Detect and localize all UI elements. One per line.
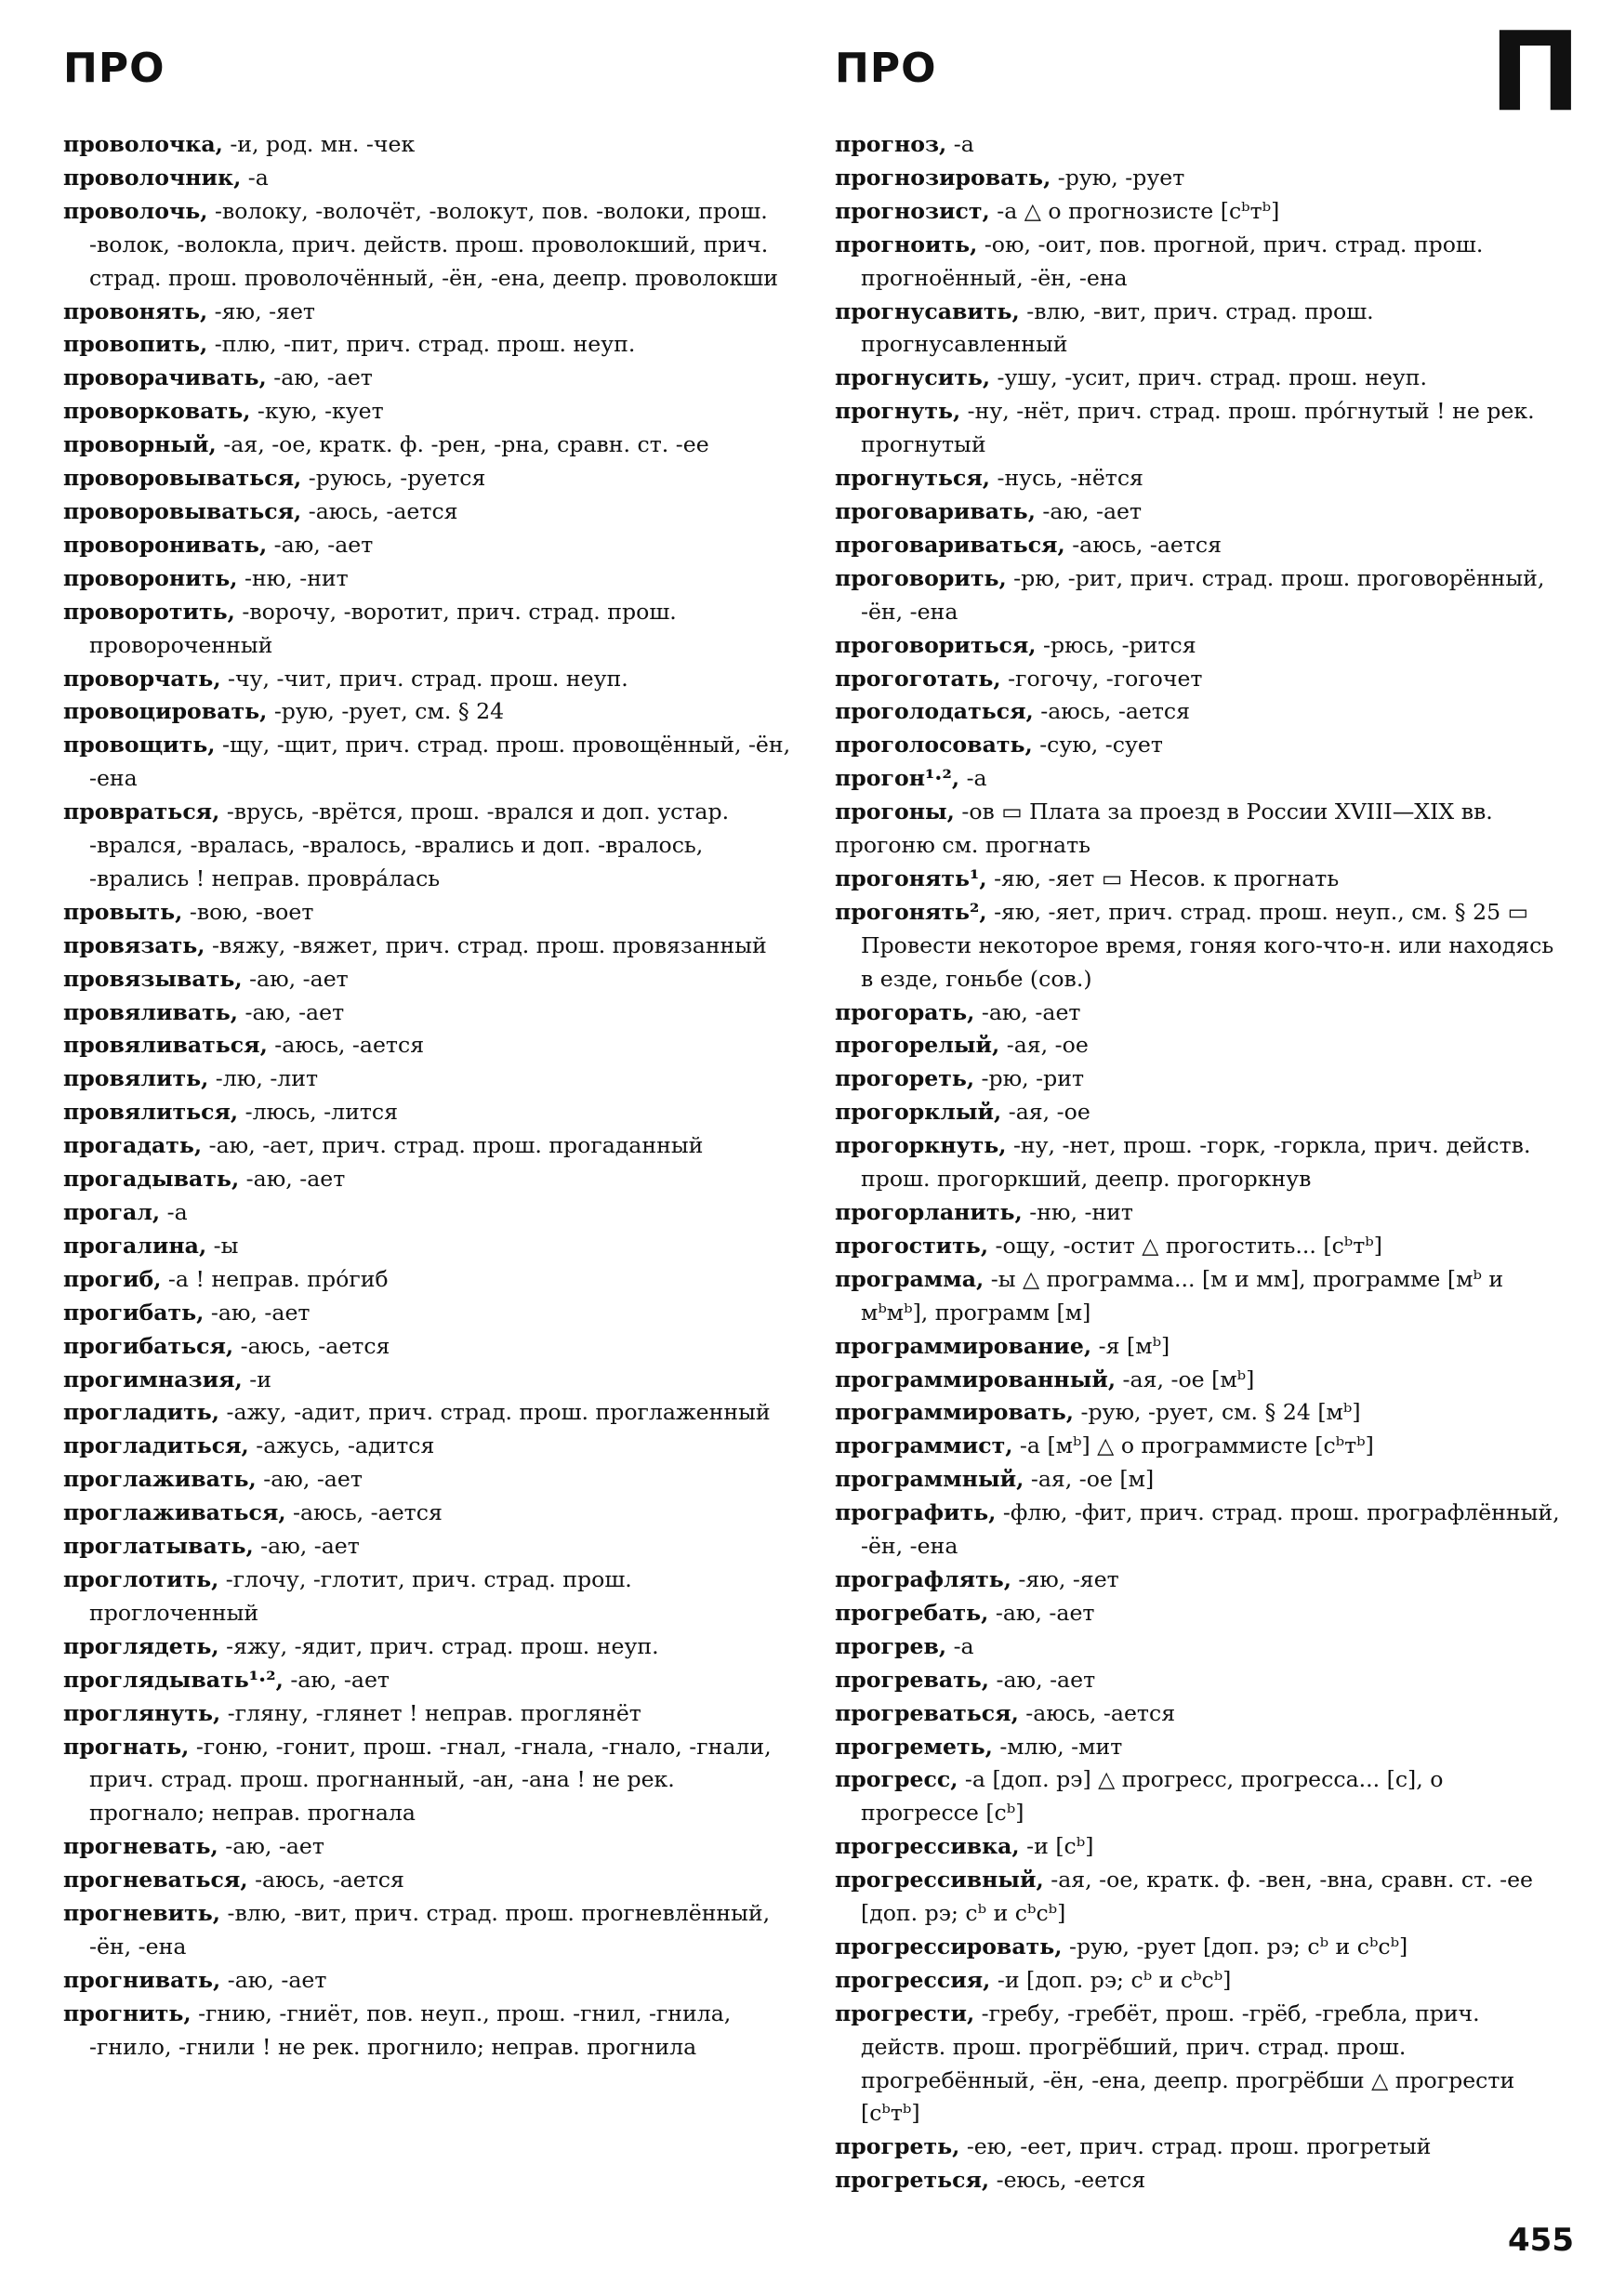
dictionary-entry bbox=[63, 1697, 792, 1731]
entry-headword: проволочник, bbox=[63, 164, 242, 191]
dictionary-entry bbox=[63, 1497, 792, 1530]
entry-headword: провоцировать, bbox=[63, 698, 268, 725]
entry-body: -ая, -ое [мᵇ] bbox=[1116, 1366, 1255, 1392]
entry-headword: проворовываться, bbox=[63, 465, 302, 492]
left-column bbox=[63, 128, 792, 2065]
entry-body: -ушу, -усит, прич. страд. прош. неуп. bbox=[990, 364, 1427, 391]
entry-body: -млю, -мит bbox=[992, 1733, 1123, 1760]
entry-body: -гоню, -гонит, прош. -гнал, -гнала, -гнало, -гнали, прич. страд. прош. прогнанный, -ан, -ана ! не рек. прогнало; неправ. прогнала bbox=[89, 1733, 772, 1827]
dictionary-entry bbox=[63, 495, 792, 529]
entry-headword: программный, bbox=[835, 1466, 1024, 1493]
dictionary-entry bbox=[63, 562, 792, 596]
entry-body: -яю, -яет bbox=[1011, 1565, 1119, 1592]
dictionary-entry bbox=[63, 1297, 792, 1330]
entry-headword: прогневать, bbox=[63, 1833, 218, 1860]
dictionary-entry bbox=[63, 1430, 792, 1463]
dictionary-entry bbox=[835, 1263, 1567, 1330]
entry-body: -сую, -сует bbox=[1032, 732, 1163, 759]
entry-body: -а ! неправ. прóгиб bbox=[161, 1265, 389, 1292]
entry-headword: прогоготать, bbox=[835, 665, 1001, 692]
entry-headword: проглаживаться, bbox=[63, 1499, 286, 1526]
dictionary-entry bbox=[835, 1096, 1567, 1129]
dictionary-entry bbox=[63, 1530, 792, 1564]
entry-headword: прогадать, bbox=[63, 1132, 203, 1159]
entry-body: -врусь, -врётся, прош. -врался и доп. устар. -врался, -вралась, -вралось, -врались и доп. -вралось, -врались ! неправ. проврáлась bbox=[89, 798, 730, 891]
dictionary-entry bbox=[63, 1463, 792, 1497]
entry-headword: программирование, bbox=[835, 1332, 1092, 1359]
entry-headword: провязывать, bbox=[63, 965, 243, 992]
dictionary-entry bbox=[835, 1664, 1567, 1697]
dictionary-entry bbox=[835, 1998, 1567, 2131]
entry-headword: прогреть, bbox=[835, 2133, 960, 2160]
entry-headword: проворачивать, bbox=[63, 364, 267, 391]
entry-body: -и bbox=[242, 1366, 271, 1392]
dictionary-entry bbox=[835, 1830, 1567, 1864]
entry-headword: прогреться, bbox=[835, 2167, 990, 2194]
entry-body: -вяжу, -вяжет, прич. страд. прош. провязанный bbox=[205, 931, 767, 958]
entry-headword: провыть, bbox=[63, 898, 183, 925]
entry-headword: прогорать, bbox=[835, 998, 975, 1025]
dictionary-entry bbox=[63, 1062, 792, 1096]
dictionary-entry bbox=[63, 195, 792, 296]
entry-headword: прогал, bbox=[63, 1199, 161, 1225]
entry-headword: проглядывать¹·², bbox=[63, 1666, 284, 1693]
entry-headword: прогимназия, bbox=[63, 1366, 243, 1392]
dictionary-entry bbox=[63, 1731, 792, 1831]
dictionary-entry bbox=[63, 362, 792, 395]
entry-body: -ворочу, -воротит, прич. страд. прош. проворoченный bbox=[89, 598, 677, 658]
entry-headword: провялиться, bbox=[63, 1099, 239, 1126]
entry-headword: прогладить, bbox=[63, 1399, 219, 1426]
dictionary-entry bbox=[835, 1763, 1567, 1830]
dictionary-entry bbox=[835, 729, 1567, 762]
running-head-left: ПРО bbox=[63, 45, 165, 92]
entry-headword: прогноз, bbox=[835, 131, 947, 157]
entry-headword: прогрессировать, bbox=[835, 1933, 1063, 1960]
dictionary-entry bbox=[835, 1330, 1567, 1364]
entry-body: -рую, -рует, см. § 24 [мᵇ] bbox=[1074, 1399, 1361, 1426]
dictionary-entry bbox=[63, 1364, 792, 1397]
entry-headword: прогрев, bbox=[835, 1632, 947, 1659]
entry-body: -гребу, -гребёт, прош. -грёб, -гребла, прич. действ. прош. прогрёбший, прич. страд. прош. прогребённый, -ён, -ена, деепр. прогрёбши △ прогрести [сᵇтᵇ] bbox=[861, 1999, 1515, 2127]
dictionary-entry bbox=[63, 1330, 792, 1364]
entry-headword: проглянуть, bbox=[63, 1699, 221, 1726]
entry-headword: проворотить, bbox=[63, 598, 235, 625]
entry-body: -рюсь, -рится bbox=[1036, 631, 1196, 658]
dictionary-entry bbox=[63, 395, 792, 429]
entry-body: -ню, -нит bbox=[1022, 1199, 1133, 1225]
entry-body: -гогочу, -гогочет bbox=[1000, 665, 1203, 692]
running-head-right: ПРО bbox=[835, 45, 937, 92]
entry-headword: прогалина, bbox=[63, 1232, 207, 1259]
entry-body: -а bbox=[160, 1199, 188, 1225]
entry-body: -аюсь, -ается bbox=[301, 497, 458, 524]
entry-body: -ая, -ое bbox=[999, 1032, 1089, 1059]
dictionary-entry bbox=[835, 2131, 1567, 2164]
dictionary-entry bbox=[835, 362, 1567, 395]
dictionary-entry bbox=[835, 1731, 1567, 1764]
entry-body: -нусь, -нётся bbox=[989, 465, 1143, 492]
entry-headword: прогневить, bbox=[63, 1900, 220, 1927]
entry-headword: проглатывать, bbox=[63, 1533, 254, 1560]
entry-body: -ощу, -остит △ прогостить... [сᵇтᵇ] bbox=[988, 1232, 1382, 1259]
entry-headword: прогнуться, bbox=[835, 465, 990, 492]
dictionary-entry bbox=[63, 1129, 792, 1163]
dictionary-entry bbox=[835, 863, 1567, 896]
entry-body: -плю, -пит, прич. страд. прош. неуп. bbox=[207, 331, 636, 358]
entry-body: -и, род. мн. -чек bbox=[222, 131, 416, 157]
entry-body: -а [доп. рэ] △ прогресс, прогресса... [с], о прогрессе [сᵇ] bbox=[861, 1766, 1444, 1827]
dictionary-entry bbox=[835, 1497, 1567, 1564]
entry-body: -а △ о прогнозисте [сᵇтᵇ] bbox=[989, 197, 1280, 224]
entry-body: -щу, -щит, прич. страд. прош. провощённый, -ён, -ена bbox=[89, 732, 791, 792]
entry-body: -гляну, -глянет ! неправ. проглянёт bbox=[220, 1699, 641, 1726]
dictionary-entry bbox=[835, 1129, 1567, 1196]
entry-headword: проворчать, bbox=[63, 665, 221, 692]
entry-body: -аюсь, -ается bbox=[1018, 1699, 1176, 1726]
entry-body: -ая, -ое, кратк. ф. -рен, -рна, сравн. ст. -ее bbox=[216, 431, 709, 458]
entry-headword: провяливать, bbox=[63, 998, 238, 1025]
entry-headword: провязать, bbox=[63, 931, 205, 958]
entry-body: -аю, -ает bbox=[256, 1466, 363, 1493]
dictionary-entry bbox=[63, 128, 792, 162]
dictionary-entry bbox=[63, 162, 792, 195]
entry-body: -рую, -рует [доп. рэ; сᵇ и сᵇсᵇ] bbox=[1062, 1933, 1408, 1960]
entry-body: -кую, -кует bbox=[250, 398, 384, 425]
dictionary-entry bbox=[63, 796, 792, 896]
dictionary-entry bbox=[63, 1864, 792, 1897]
dictionary-entry bbox=[835, 663, 1567, 696]
entry-headword: прогнуть, bbox=[835, 398, 961, 425]
dictionary-entry bbox=[63, 996, 792, 1030]
entry-body: -аю, -ает bbox=[218, 1833, 324, 1860]
entry-body: -ою, -оит, пов. прогной, прич. страд. прош. прогноённый, -ён, -ена bbox=[861, 231, 1484, 291]
entry-body: прогоню см. прогнать bbox=[835, 832, 1091, 859]
entry-body: -ы △ программа... [м и мм], программе [мᵇ и мᵇмᵇ], программ [м] bbox=[861, 1265, 1504, 1326]
entry-headword: проглядеть, bbox=[63, 1632, 219, 1659]
dictionary-entry bbox=[835, 1430, 1567, 1463]
entry-body: -аю, -ает bbox=[989, 1666, 1096, 1693]
entry-body: -аю, -ает bbox=[253, 1533, 360, 1560]
dictionary-entry bbox=[63, 1998, 792, 2065]
entry-body: -гнию, -гниёт, пов. неуп., прош. -гнил, -гнила, -гнило, -гнили ! не рек. прогнило; неправ. прогнила bbox=[89, 1999, 732, 2060]
dictionary-entry bbox=[835, 829, 1567, 863]
entry-headword: прогибаться, bbox=[63, 1332, 234, 1359]
dictionary-entry bbox=[835, 1597, 1567, 1630]
dictionary-entry bbox=[835, 1564, 1567, 1597]
dictionary-entry bbox=[63, 930, 792, 963]
entry-headword: прогнивать, bbox=[63, 1966, 221, 1993]
entry-body: -ну, -нёт, прич. страд. прош. прóгнутый ! не рек. прогнутый bbox=[861, 398, 1535, 458]
right-column bbox=[835, 128, 1567, 2197]
entry-headword: прогребать, bbox=[835, 1599, 989, 1626]
entry-headword: провраться, bbox=[63, 798, 220, 825]
page-number: 455 bbox=[1508, 2222, 1574, 2259]
entry-body: -ажусь, -адится bbox=[248, 1432, 435, 1459]
entry-body: -и [сᵇ] bbox=[1019, 1833, 1094, 1860]
entry-headword: прогоркнуть, bbox=[835, 1132, 1007, 1159]
dictionary-entry bbox=[63, 328, 792, 362]
dictionary-entry bbox=[835, 1230, 1567, 1263]
dictionary-entry bbox=[835, 1062, 1567, 1096]
entry-body: -а bbox=[241, 164, 269, 191]
entry-headword: провопить, bbox=[63, 331, 208, 358]
entry-headword: прогон¹·², bbox=[835, 765, 960, 792]
entry-body: -аю, -ает bbox=[242, 965, 349, 992]
entry-headword: проворковать, bbox=[63, 398, 251, 425]
entry-headword: прогнозист, bbox=[835, 197, 990, 224]
dictionary-entry bbox=[835, 1964, 1567, 1998]
dictionary-entry bbox=[63, 296, 792, 329]
dictionary-entry bbox=[835, 996, 1567, 1030]
dictionary-entry bbox=[63, 1096, 792, 1129]
dictionary-entry bbox=[835, 896, 1567, 996]
entry-headword: проговориться, bbox=[835, 631, 1037, 658]
entry-headword: проволочь, bbox=[63, 197, 208, 224]
dictionary-entry bbox=[63, 1396, 792, 1430]
entry-body: -аюсь, -ается bbox=[1064, 531, 1222, 558]
entry-headword: прогадывать, bbox=[63, 1166, 240, 1193]
entry-body: -яю, -яет, прич. страд. прош. неуп., см. § 25 ▭ Провести некоторое время, гоняя кого-что-н. или находясь в езде, гоньбе (сов.) bbox=[861, 898, 1554, 992]
entry-headword: прогреваться, bbox=[835, 1699, 1019, 1726]
dictionary-entry bbox=[63, 729, 792, 796]
entry-body: -аю, -ает bbox=[974, 998, 1081, 1025]
dictionary-entry bbox=[835, 1196, 1567, 1230]
entry-headword: прогнать, bbox=[63, 1733, 190, 1760]
entry-body: -яю, -яет bbox=[207, 297, 315, 324]
entry-headword: провялить, bbox=[63, 1065, 209, 1092]
dictionary-entry bbox=[835, 2164, 1567, 2197]
dictionary-entry bbox=[835, 1364, 1567, 1397]
dictionary-entry bbox=[835, 796, 1567, 829]
entry-headword: провoронивать, bbox=[63, 531, 268, 558]
entry-body: -рю, -рит bbox=[974, 1065, 1085, 1092]
entry-headword: проговаривать, bbox=[835, 497, 1036, 524]
entry-body: -яю, -яет ▭ Несов. к прогнать bbox=[986, 864, 1340, 891]
dictionary-entry bbox=[63, 462, 792, 495]
entry-headword: провонять, bbox=[63, 297, 208, 324]
dictionary-entry bbox=[63, 1029, 792, 1062]
entry-headword: проворный, bbox=[63, 431, 217, 458]
entry-headword: прогнозировать, bbox=[835, 164, 1051, 191]
dictionary-entry bbox=[835, 195, 1567, 229]
entry-body: -аюсь, -ается bbox=[247, 1867, 404, 1894]
dictionary-entry bbox=[63, 1564, 792, 1630]
entry-headword: проголосовать, bbox=[835, 732, 1033, 759]
entry-body: -вою, -воет bbox=[182, 898, 314, 925]
entry-headword: прогневаться, bbox=[63, 1867, 248, 1894]
entry-body: -люсь, -лится bbox=[238, 1099, 399, 1126]
entry-body: -аю, -ает bbox=[238, 998, 345, 1025]
entry-headword: прогорклый, bbox=[835, 1099, 1002, 1126]
entry-headword: проволочка, bbox=[63, 131, 223, 157]
entry-headword: прогоны, bbox=[835, 798, 955, 825]
entry-headword: проглаживать, bbox=[63, 1466, 257, 1493]
entry-body: -аюсь, -ается bbox=[233, 1332, 390, 1359]
dictionary-entry bbox=[63, 1230, 792, 1263]
entry-body: -ая, -ое bbox=[1001, 1099, 1090, 1126]
dictionary-entry bbox=[835, 162, 1567, 195]
entry-headword: прогрессивный, bbox=[835, 1867, 1044, 1894]
entry-headword: проговорить, bbox=[835, 564, 1007, 591]
entry-headword: программа, bbox=[835, 1265, 985, 1292]
entry-body: -аюсь, -ается bbox=[267, 1032, 425, 1059]
dictionary-entry bbox=[63, 1830, 792, 1864]
entry-headword: прогибать, bbox=[63, 1299, 205, 1326]
dictionary-entry bbox=[63, 1964, 792, 1998]
entry-body: -ну, -нет, прош. -горк, -горкла, прич. действ. прош. прогоркший, деепр. прогоркнув bbox=[861, 1132, 1531, 1193]
entry-headword: прогостить, bbox=[835, 1232, 989, 1259]
entry-headword: прогнусить, bbox=[835, 364, 991, 391]
entry-body: -рю, -рит, прич. страд. прош. проговорённый, -ён, -ена bbox=[861, 564, 1545, 625]
entry-headword: прогревать, bbox=[835, 1666, 989, 1693]
dictionary-entry bbox=[835, 1864, 1567, 1931]
entry-body: -а bbox=[946, 131, 974, 157]
dictionary-entry bbox=[63, 596, 792, 663]
entry-body: -аю, -ает bbox=[988, 1599, 1095, 1626]
dictionary-entry bbox=[63, 896, 792, 930]
entry-body: -волоку, -волочёт, -волокут, пов. -волоки, прош. -волок, -волокла, прич. действ. прош. проволокший, прич. страд. прош. проволочённый, -ён, -ена, деепр. проволокши bbox=[89, 197, 778, 291]
dictionary-entry bbox=[835, 229, 1567, 296]
entry-body: -аю, -ает bbox=[220, 1966, 327, 1993]
dictionary-entry bbox=[835, 529, 1567, 562]
entry-headword: прогрессия, bbox=[835, 1966, 991, 1993]
dictionary-entry bbox=[835, 128, 1567, 162]
entry-body: -ая, -ое, кратк. ф. -вен, -вна, сравн. ст. -ее [доп. рэ; сᵇ и сᵇсᵇ] bbox=[861, 1867, 1534, 1927]
dictionary-entry bbox=[63, 1263, 792, 1297]
entry-headword: прогреметь, bbox=[835, 1733, 993, 1760]
entry-headword: прографлять, bbox=[835, 1565, 1011, 1592]
dictionary-entry bbox=[835, 495, 1567, 529]
dictionary-entry bbox=[835, 1630, 1567, 1664]
dictionary-entry bbox=[835, 395, 1567, 462]
entry-body: -аю, -ает bbox=[267, 531, 374, 558]
entry-body: -аю, -ает bbox=[239, 1166, 346, 1193]
entry-body: -ов ▭ Плата за проезд в России XVIII—XIX вв. bbox=[954, 798, 1493, 825]
entry-body: -я [мᵇ] bbox=[1091, 1332, 1170, 1359]
entry-headword: прогореть, bbox=[835, 1065, 975, 1092]
section-letter: П bbox=[1489, 7, 1581, 136]
entry-headword: прографить, bbox=[835, 1499, 997, 1526]
entry-headword: прогноить, bbox=[835, 231, 978, 257]
entry-body: -еюсь, -еется bbox=[989, 2167, 1146, 2194]
entry-body: -аю, -ает, прич. страд. прош. прогаданный bbox=[202, 1132, 704, 1159]
dictionary-entry bbox=[63, 529, 792, 562]
entry-body: -рую, -рует bbox=[1051, 164, 1185, 191]
entry-headword: программист, bbox=[835, 1432, 1013, 1459]
dictionary-entry bbox=[63, 695, 792, 729]
entry-headword: программировать, bbox=[835, 1399, 1074, 1426]
entry-headword: проворонить, bbox=[63, 564, 238, 591]
entry-body: -аю, -ает bbox=[283, 1666, 390, 1693]
entry-headword: проглотить, bbox=[63, 1565, 219, 1592]
entry-headword: провяливаться, bbox=[63, 1032, 268, 1059]
entry-body: -аю, -ает bbox=[204, 1299, 311, 1326]
entry-headword: прогнить, bbox=[63, 1999, 192, 2026]
dictionary-entry bbox=[835, 296, 1567, 363]
entry-body: -рую, -рует, см. § 24 bbox=[267, 698, 505, 725]
entry-headword: проговариваться, bbox=[835, 531, 1065, 558]
dictionary-entry bbox=[835, 1396, 1567, 1430]
entry-headword: проголодаться, bbox=[835, 698, 1034, 725]
entry-body: -яжу, -ядит, прич. страд. прош. неуп. bbox=[218, 1632, 659, 1659]
entry-headword: прогнусавить, bbox=[835, 297, 1020, 324]
entry-headword: прогрессивка, bbox=[835, 1833, 1020, 1860]
entry-body: -а [мᵇ] △ о программисте [сᵇтᵇ] bbox=[1012, 1432, 1374, 1459]
entry-headword: прогорелый, bbox=[835, 1032, 1000, 1059]
entry-headword: прогладиться, bbox=[63, 1432, 249, 1459]
dictionary-entry bbox=[835, 1029, 1567, 1062]
entry-body: -аюсь, -ается bbox=[1033, 698, 1191, 725]
dictionary-entry bbox=[835, 1931, 1567, 1964]
dictionary-entry bbox=[63, 1897, 792, 1964]
dictionary-entry bbox=[63, 663, 792, 696]
dictionary-entry bbox=[835, 1697, 1567, 1731]
entry-body: -чу, -чит, прич. страд. прош. неуп. bbox=[220, 665, 628, 692]
entry-body: -ню, -нит bbox=[237, 564, 349, 591]
entry-body: -руюсь, -руется bbox=[301, 465, 486, 492]
dictionary-entry bbox=[835, 629, 1567, 663]
entry-body: -влю, -вит, прич. страд. прош. прогневлённый, -ён, -ена bbox=[89, 1900, 771, 1960]
dictionary-entry bbox=[835, 1463, 1567, 1497]
entry-headword: провощить, bbox=[63, 732, 216, 759]
dictionary-entry bbox=[63, 1196, 792, 1230]
entry-headword: программированный, bbox=[835, 1366, 1117, 1392]
dictionary-entry bbox=[63, 1630, 792, 1664]
entry-headword: прогрести, bbox=[835, 1999, 975, 2026]
entry-body: -флю, -фит, прич. страд. прош. прографлённый, -ён, -ена bbox=[861, 1499, 1560, 1560]
entry-headword: прогорланить, bbox=[835, 1199, 1023, 1225]
entry-body: -аюсь, -ается bbox=[285, 1499, 443, 1526]
dictionary-entry bbox=[63, 1163, 792, 1196]
entry-body: -а bbox=[959, 765, 987, 792]
dictionary-entry bbox=[63, 1664, 792, 1697]
entry-body: -ею, -еет, прич. страд. прош. прогретый bbox=[959, 2133, 1432, 2160]
entry-body: -глочу, -глотит, прич. страд. прош. проглоченный bbox=[89, 1565, 632, 1626]
entry-headword: прогонять¹, bbox=[835, 864, 987, 891]
entry-body: -ажу, -адит, прич. страд. прош. проглаженный bbox=[218, 1399, 771, 1426]
dictionary-entry bbox=[63, 963, 792, 996]
entry-body: -и [доп. рэ; сᵇ и сᵇсᵇ] bbox=[990, 1966, 1232, 1993]
entry-headword: прогресс, bbox=[835, 1766, 958, 1793]
entry-body: -ы bbox=[206, 1232, 239, 1259]
entry-body: -а bbox=[946, 1632, 974, 1659]
entry-body: -аю, -ает bbox=[1035, 497, 1143, 524]
entry-body: -лю, -лит bbox=[208, 1065, 319, 1092]
entry-headword: прогиб, bbox=[63, 1265, 162, 1292]
dictionary-entry bbox=[63, 429, 792, 462]
entry-headword: проворовываться, bbox=[63, 497, 302, 524]
dictionary-entry bbox=[835, 695, 1567, 729]
dictionary-entry bbox=[835, 762, 1567, 796]
entry-headword: прогонять², bbox=[835, 898, 987, 925]
entry-body: -ая, -ое [м] bbox=[1024, 1466, 1155, 1493]
entry-body: -влю, -вит, прич. страд. прош. прогнусавленный bbox=[861, 297, 1374, 358]
entry-body: -аю, -ает bbox=[266, 364, 373, 391]
dictionary-entry bbox=[835, 562, 1567, 629]
dictionary-entry bbox=[835, 462, 1567, 495]
